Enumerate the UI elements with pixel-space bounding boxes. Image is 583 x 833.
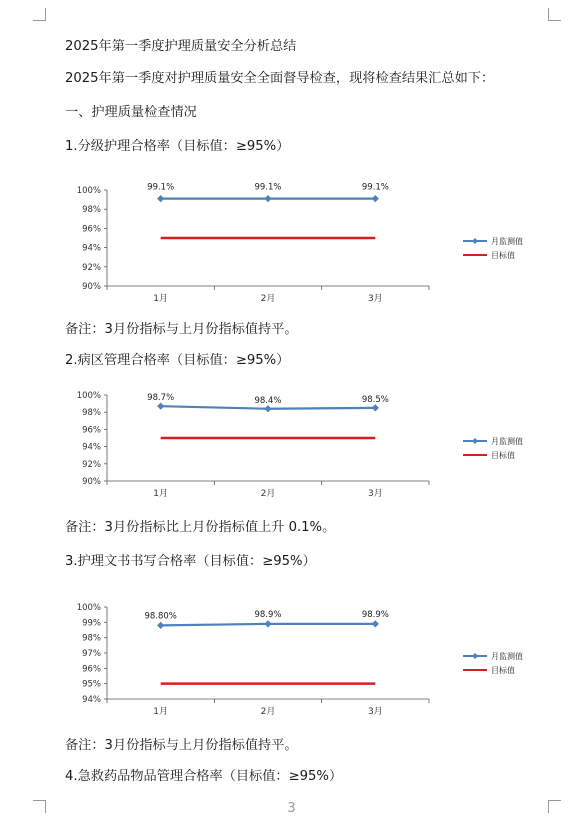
page-corner-mark <box>548 8 561 21</box>
data-point-marker <box>157 622 164 629</box>
x-tick-label: 3月 <box>367 489 383 499</box>
x-tick-label: 3月 <box>367 294 383 304</box>
y-tick-label: 94% <box>82 695 101 705</box>
data-label: 98.80% <box>144 611 177 622</box>
legend-monitor-marker <box>472 653 478 659</box>
y-tick-label: 92% <box>82 262 101 273</box>
note-3: 备注：3月份指标与上月份指标值持平。 <box>65 738 298 753</box>
data-label: 98.9% <box>361 609 389 620</box>
data-point-marker <box>372 195 379 202</box>
y-tick-label: 90% <box>82 282 101 292</box>
section-heading: 一、护理质量检查情况 <box>65 105 197 120</box>
y-tick-label: 99% <box>82 618 101 629</box>
x-tick-label: 2月 <box>260 489 276 499</box>
data-label: 98.7% <box>147 393 175 404</box>
item-heading-3: 3.护理文书书写合格率（目标值：≥95%） <box>65 554 316 569</box>
legend-monitor-label: 月监测值 <box>491 437 523 446</box>
data-label: 98.4% <box>254 395 282 406</box>
y-tick-label: 100% <box>76 391 101 401</box>
y-tick-label: 98% <box>82 205 101 216</box>
y-tick-label: 97% <box>82 649 101 659</box>
y-tick-label: 100% <box>76 186 101 196</box>
legend-monitor-label: 月监测值 <box>491 652 523 661</box>
page-number: 3 <box>287 801 296 816</box>
chart-3-container <box>65 588 550 730</box>
x-tick-label: 2月 <box>260 294 276 304</box>
y-tick-label: 90% <box>82 477 101 487</box>
y-tick-label: 94% <box>82 243 101 254</box>
chart-2 <box>65 379 550 507</box>
y-tick-label: 100% <box>76 603 101 613</box>
y-tick-label: 98% <box>82 633 101 644</box>
data-label: 99.1% <box>147 182 175 193</box>
legend-target-label: 目标值 <box>491 451 515 460</box>
data-label: 98.5% <box>361 394 389 405</box>
data-point-marker <box>157 195 164 202</box>
data-point-marker <box>264 195 271 202</box>
x-tick-label: 1月 <box>153 707 169 717</box>
y-tick-label: 96% <box>82 664 101 675</box>
y-tick-label: 98% <box>82 408 101 419</box>
y-tick-label: 96% <box>82 425 101 436</box>
chart-2-container <box>65 379 550 507</box>
item-heading-1: 1.分级护理合格率（目标值：≥95%） <box>65 139 290 154</box>
intro-paragraph: 2025年第一季度对护理质量安全全面督导检查，现将检查结果汇总如下： <box>65 71 495 86</box>
y-tick-label: 92% <box>82 459 101 470</box>
data-label: 98.9% <box>254 609 282 620</box>
y-tick-label: 96% <box>82 224 101 235</box>
y-tick-label: 95% <box>82 679 101 690</box>
data-label: 99.1% <box>361 182 389 193</box>
data-point-marker <box>264 405 271 412</box>
chart-3 <box>65 588 550 730</box>
legend-monitor-marker <box>472 238 478 244</box>
chart-1-container <box>65 166 550 310</box>
note-1: 备注：3月份指标与上月份指标值持平。 <box>65 322 298 337</box>
note-2: 备注：3月份指标比上月份指标值上升 0.1%。 <box>65 520 336 535</box>
page-corner-mark <box>33 8 46 21</box>
x-tick-label: 1月 <box>153 489 169 499</box>
x-tick-label: 3月 <box>367 707 383 717</box>
legend-monitor-marker <box>472 438 478 444</box>
legend-target-label: 目标值 <box>491 251 515 260</box>
chart-1 <box>65 166 550 310</box>
item-heading-2: 2.病区管理合格率（目标值：≥95%） <box>65 353 290 368</box>
data-point-marker <box>157 403 164 410</box>
legend-target-label: 目标值 <box>491 666 515 675</box>
document-title: 2025年第一季度护理质量安全分析总结 <box>65 39 297 54</box>
data-point-marker <box>264 620 271 627</box>
data-point-marker <box>372 620 379 627</box>
x-tick-label: 1月 <box>153 294 169 304</box>
legend-monitor-label: 月监测值 <box>491 237 523 246</box>
x-tick-label: 2月 <box>260 707 276 717</box>
data-label: 99.1% <box>254 182 282 193</box>
y-tick-label: 94% <box>82 442 101 453</box>
item-heading-4: 4.急救药品物品管理合格率（目标值：≥95%） <box>65 769 343 784</box>
data-point-marker <box>372 404 379 411</box>
